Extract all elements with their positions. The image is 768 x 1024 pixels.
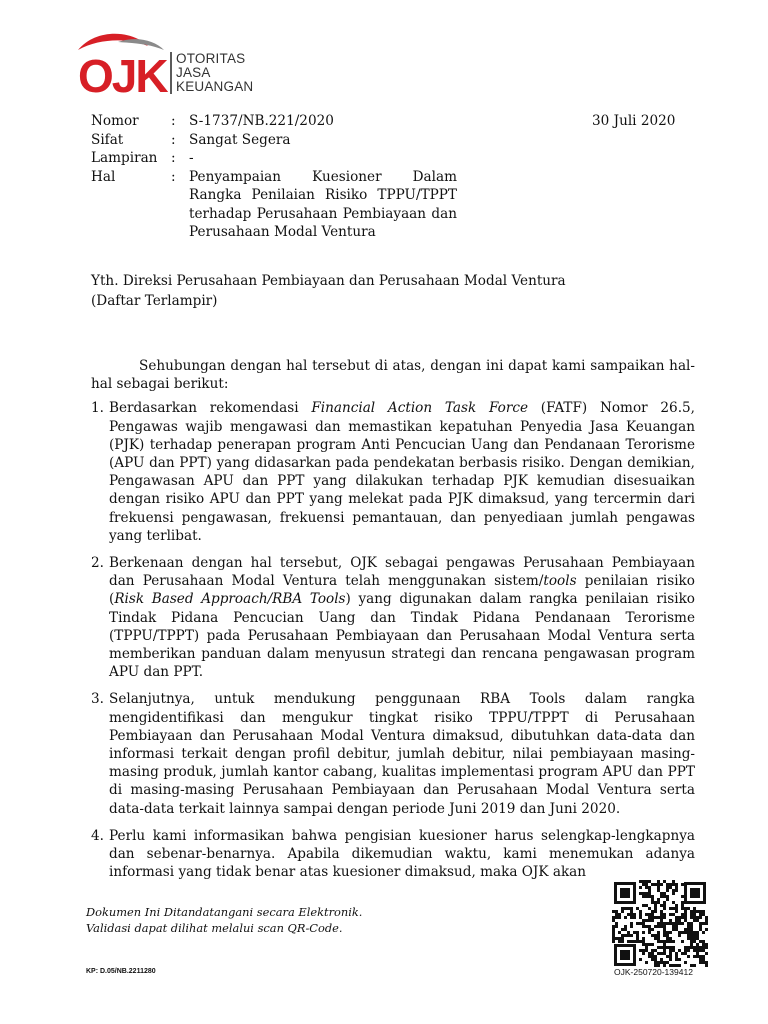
meta-sifat-key: Sifat <box>91 131 124 148</box>
meta-lampiran-key: Lampiran <box>91 150 158 166</box>
item-text: Berkenaan dengan hal tersebut, OJK sebagai pengawas Perusahaan Pembiayaan dan Perusahaan Modal Ventura telah menggunakan sistem/ <box>109 555 695 590</box>
meta-colon: : <box>171 168 176 185</box>
meta-nomor-key: Nomor <box>91 113 139 129</box>
logo-name <box>176 52 253 94</box>
list-item-number: 4. <box>91 827 104 844</box>
item-italic: Risk Based Approach/RBA Tools <box>114 591 346 608</box>
numbered-list <box>91 399 695 881</box>
e-signature-line-1: Dokumen Ini Ditandatangani secara Elektronik. <box>86 905 363 919</box>
list-item-number: 3. <box>91 691 104 708</box>
logo-name-line-2: JASA <box>176 65 211 80</box>
list-item-number: 1. <box>91 400 104 417</box>
list-item <box>91 827 695 882</box>
meta-colon: : <box>171 150 176 166</box>
addressee-line-2: (Daftar Terlampir) <box>91 292 218 309</box>
logo-name-line-1: OTORITAS <box>176 51 246 66</box>
list-item <box>91 554 695 681</box>
e-signature-line-2: Validasi dapat dilihat melalui scan QR-Code. <box>86 920 343 935</box>
letter-date: 30 Juli 2020 <box>592 113 676 129</box>
intro-paragraph: Sehubungan dengan hal tersebut di atas, dengan ini dapat kami sampaikan hal-hal sebagai berikut: <box>91 358 695 393</box>
item-text: Berdasarkan rekomendasi <box>109 400 312 417</box>
letter-meta <box>91 112 691 242</box>
document-ref: KP: D.05/NB.2211280 <box>86 968 156 975</box>
meta-sifat <box>91 131 691 150</box>
item-italic: Financial Action Task Force <box>311 400 528 417</box>
logo-name-line-3: KEUANGAN <box>176 79 254 94</box>
item-text: Selanjutnya, untuk mendukung penggunaan RBA Tools dalam rangka mengidentifikasi dan mengukur tingkat risiko TPPU/TPPT di Perusahaan Pembiayaan dan Perusahaan Modal Ventura dimaksud, dibutuhkan data-data dan informasi terkait dengan profil debitur, jumlah debitur, nilai pembiayaan masing-masing produk, jumlah kantor cabang, kualitas implementasi program APU dan PPT di masing-masing Perusahaan Pembiayaan dan Perusahaan Modal Ventura serta data-data terkait lainnya sampai dengan periode Juni 2019 dan Juni 2020. <box>109 691 695 817</box>
logo-mark: OJK <box>78 50 167 100</box>
qr-code-icon[interactable] <box>612 880 708 968</box>
addressee <box>91 272 566 311</box>
meta-colon: : <box>171 113 176 129</box>
meta-colon: : <box>171 131 176 148</box>
logo-swoosh-gray <box>118 39 164 50</box>
list-item <box>91 690 695 817</box>
list-item-number: 2. <box>91 555 104 572</box>
qr-code-id: OJK-250720-139412 <box>614 967 693 977</box>
meta-lampiran <box>91 149 691 168</box>
item-text: penilaian risiko ( <box>109 573 695 608</box>
item-text: Perlu kami informasikan bahwa pengisian kuesioner harus selengkap-lengkapnya dan sebenar-benarnya. Apabila dikemudian waktu, kami menemukan adanya informasi yang tidak benar atas kuesioner dimaksud, maka OJK akan <box>109 827 695 881</box>
letter-body <box>91 357 695 890</box>
item-text: (FATF) Nomor 26.5, Pengawas wajib mengawasi dan memastikan kepatuhan Penyedia Jasa Keuangan (PJK) terhadap penerapan program Anti Pencucian Uang dan Pendanaan Terorisme (APU dan PPT) yang didasarkan pada pendekatan berbasis risiko. Dengan demikian, Pengawasan APU dan PPT yang dilakukan terhadap PJK kemudian disesuaikan dengan risiko APU dan PPT yang melekat pada PJK dimaksud, yang tercermin dari frekuensi pengawasan, frekuensi pemantauan, dan penyediaan jumlah pengawas yang terlibat. <box>109 400 695 544</box>
meta-hal-value: Penyampaian Kuesioner Dalam Rangka Penilaian Risiko TPPU/TPPT terhadap Perusahaan Pembiayaan dan Perusahaan Modal Ventura <box>189 168 457 240</box>
meta-hal <box>91 168 691 242</box>
addressee-line-1: Yth. Direksi Perusahaan Pembiayaan dan Perusahaan Modal Ventura <box>91 273 566 289</box>
meta-hal-key: Hal <box>91 168 116 185</box>
item-italic: tools <box>543 573 577 590</box>
list-item <box>91 399 695 545</box>
e-signature-note <box>86 905 362 936</box>
meta-sifat-value: Sangat Segera <box>189 131 291 148</box>
meta-nomor-value: S-1737/NB.221/2020 <box>189 113 334 129</box>
logo-divider <box>170 52 172 94</box>
meta-lampiran-value: - <box>189 150 194 166</box>
item-text: ) yang digunakan dalam rangka penilaian risiko Tindak Pidana Pencucian Uang dan Tindak Pidana Pendanaan Terorisme (TPPU/TPPT) pada Perusahaan Pembiayaan dan Perusahaan Modal Ventura serta memberikan panduan dalam menyusun strategi dan rencana pengawasan program APU dan PPT. <box>109 591 695 681</box>
